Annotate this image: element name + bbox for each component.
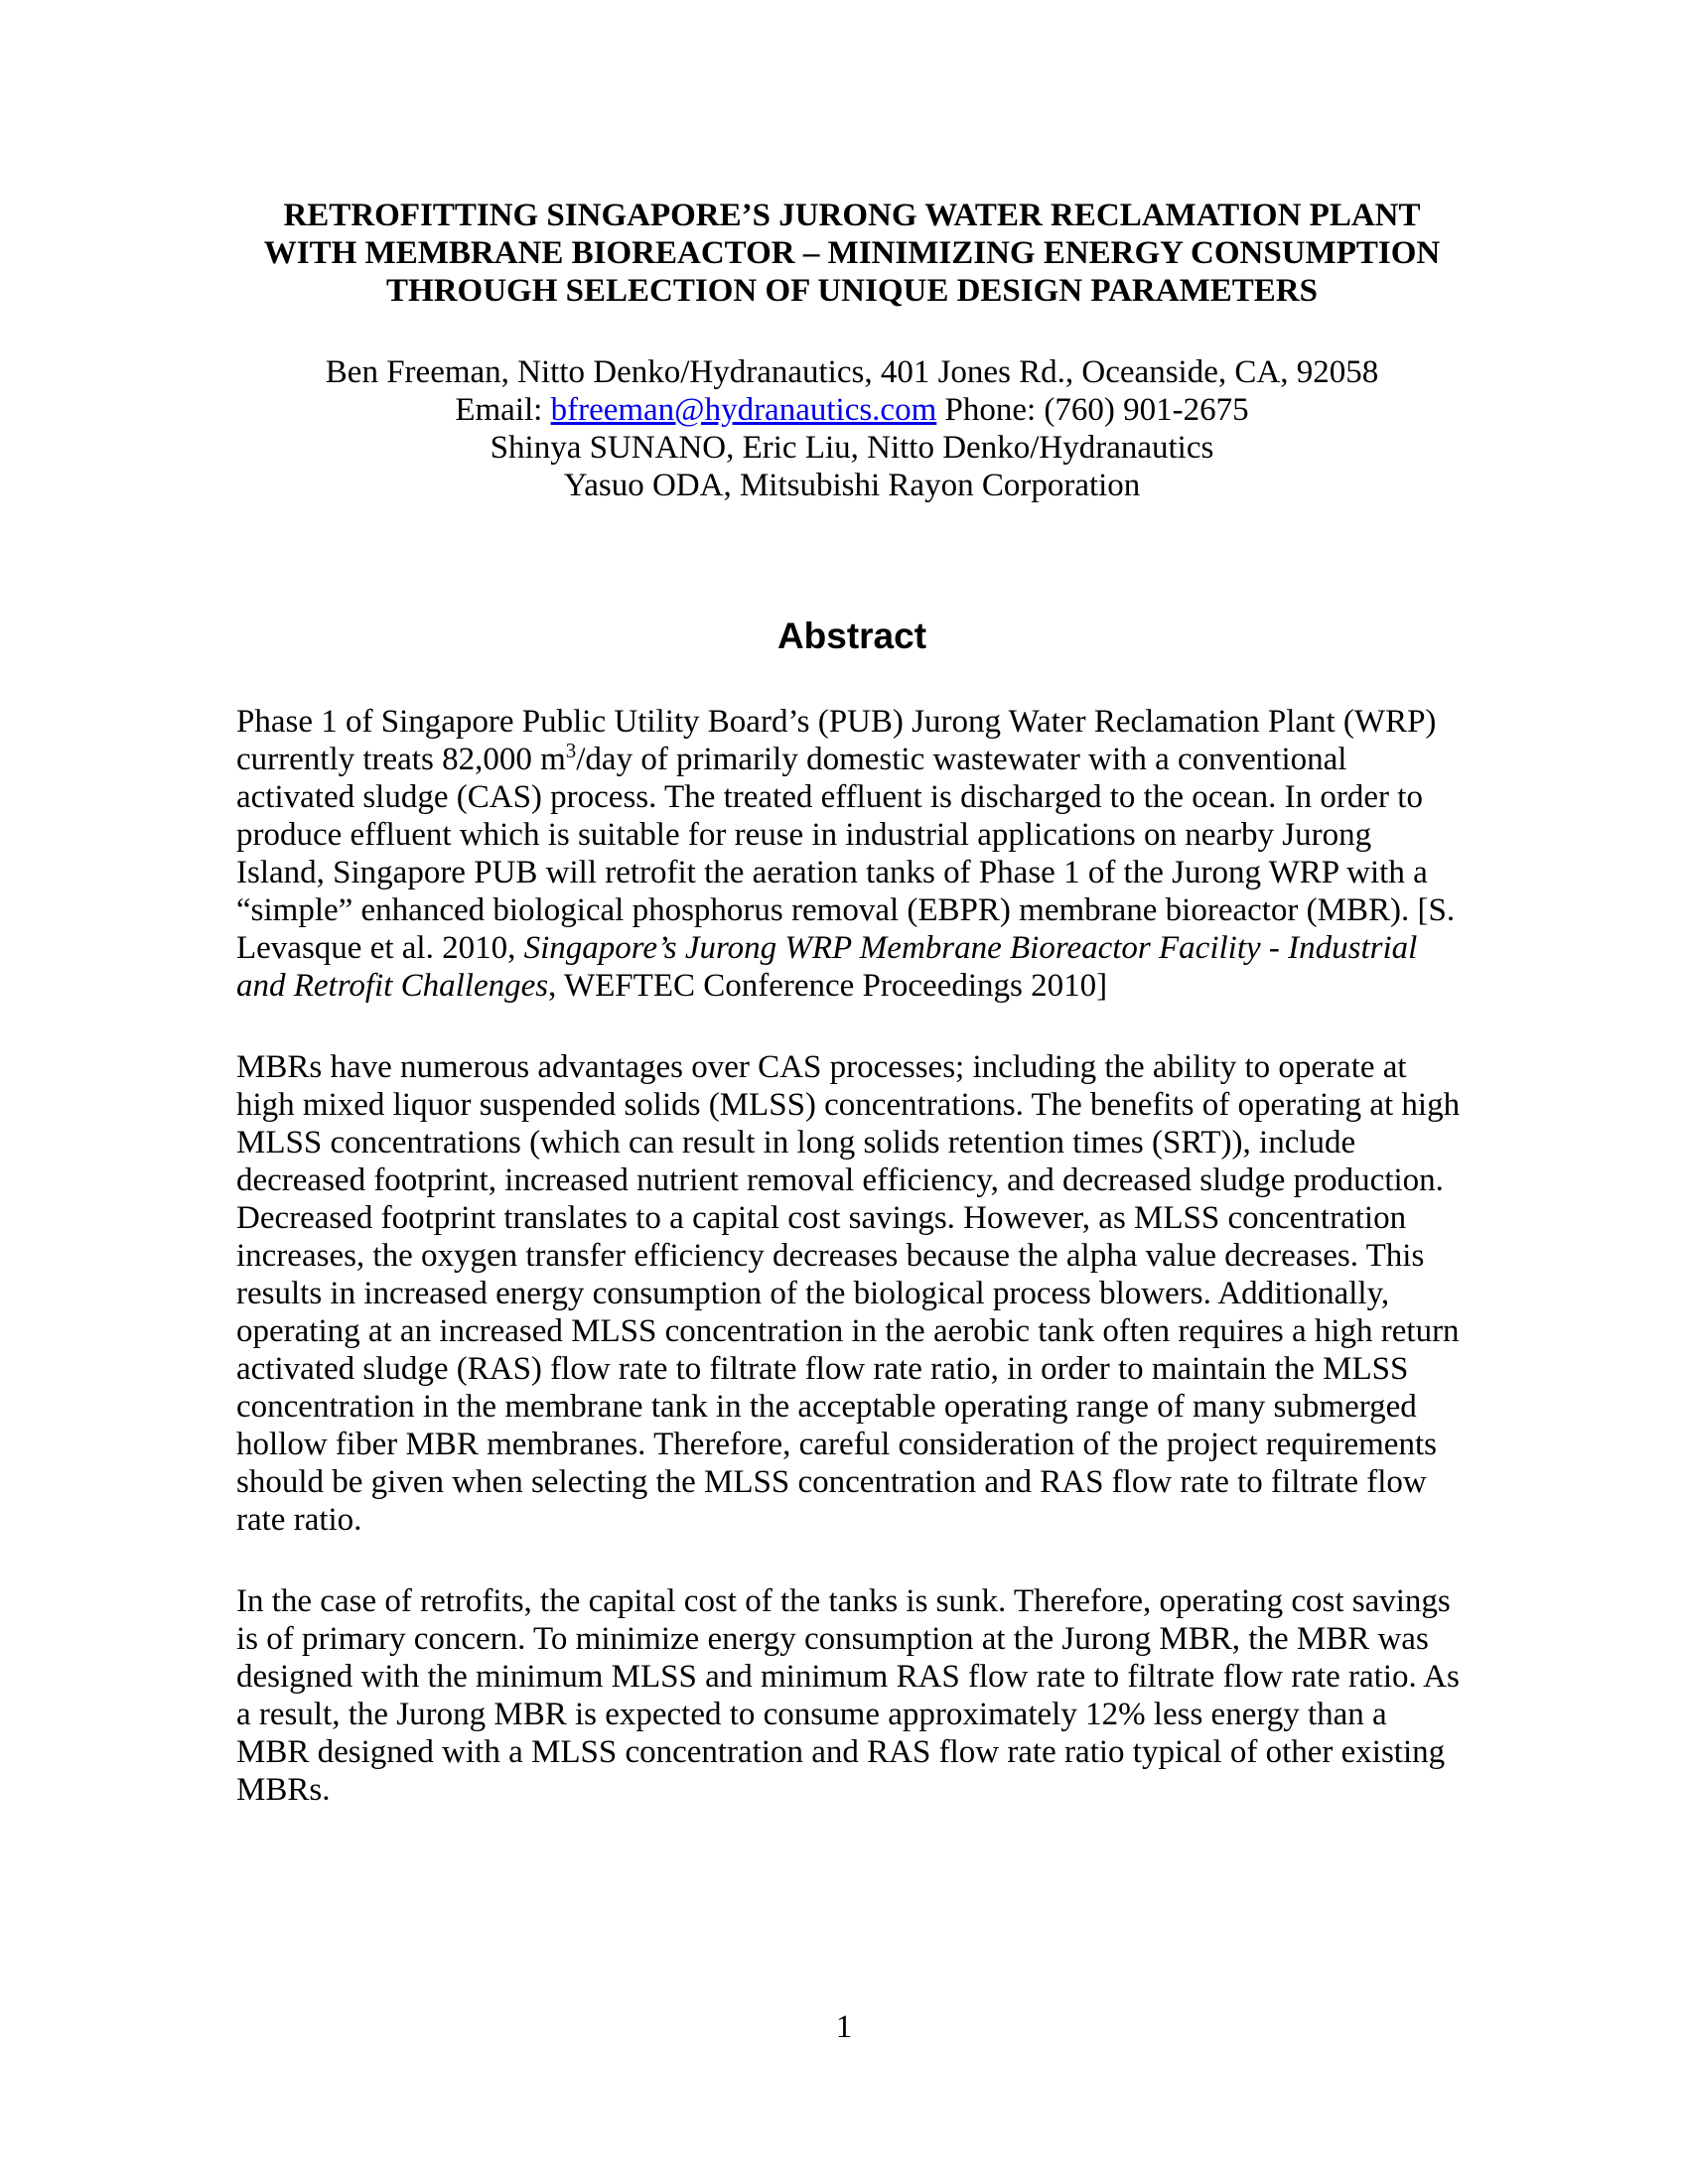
author-line xyxy=(236,429,1468,467)
text-segment: Phase 1 of Singapore Public Utility Board’s (PUB) Jurong Water Reclamation Plant (WRP) currently treats 82,000 m xyxy=(236,704,1437,777)
text-segment: MBRs have numerous advantages over CAS processes; including the ability to operate at high mixed liquor suspended solids (MLSS) concentrations. The benefits of operating at high MLSS concentrations (which can result in long solids retention times (SRT)), include decreased footprint, increased nutrient removal efficiency, and decreased sludge production. Decreased footprint translates to a capital cost savings. However, as MLSS concentration increases, the oxygen transfer efficiency decreases because the alpha value decreases. This results in increased energy consumption of the biological process blowers. Additionally, operating at an increased MLSS concentration in the aerobic tank often requires a high return activated sludge (RAS) flow rate to filtrate flow rate ratio, in order to maintain the MLSS concentration in the membrane tank in the acceptable operating range of many submerged hollow fiber MBR membranes. Therefore, careful consideration of the project requirements should be given when selecting the MLSS concentration and RAS flow rate to filtrate flow rate ratio. xyxy=(236,1049,1461,1538)
title-line: WITH MEMBRANE BIOREACTOR – MINIMIZING ENERGY CONSUMPTION xyxy=(263,235,1441,271)
abstract-paragraph xyxy=(236,1582,1468,1809)
text-segment: Ben Freeman, Nitto Denko/Hydranautics, 401 Jones Rd., Oceanside, CA, 92058 xyxy=(325,354,1379,390)
text-segment: Yasuo ODA, Mitsubishi Rayon Corporation xyxy=(563,468,1141,503)
text-segment: Phone: (760) 901-2675 xyxy=(936,392,1249,428)
title-line: RETROFITTING SINGAPORE’S JURONG WATER RECLAMATION PLANT xyxy=(283,198,1421,233)
abstract-paragraph xyxy=(236,703,1468,1005)
abstract-paragraph xyxy=(236,1048,1468,1539)
abstract-body xyxy=(236,703,1468,1809)
paper-title xyxy=(236,197,1468,310)
abstract-heading: Abstract xyxy=(776,615,927,656)
text-segment: , WEFTEC Conference Proceedings 2010] xyxy=(548,968,1108,1004)
page-number: 1 xyxy=(835,2009,853,2045)
text-segment: Shinya SUNANO, Eric Liu, Nitto Denko/Hydranautics xyxy=(490,430,1214,466)
italic-citation-text: Singapore’s Jurong WRP Membrane Bioreactor Facility - Industrial and Retrofit Challenges xyxy=(236,930,1418,1004)
email-link[interactable]: bfreeman@hydranautics.com xyxy=(550,392,937,428)
author-line xyxy=(236,391,1468,429)
page-content xyxy=(236,0,1468,1809)
author-line xyxy=(236,467,1468,504)
author-block xyxy=(236,353,1468,504)
author-line xyxy=(236,353,1468,391)
text-segment: Email: xyxy=(455,392,551,428)
text-segment: In the case of retrofits, the capital cost of the tanks is sunk. Therefore, operating cost savings is of primary concern. To minimize energy consumption at the Jurong MBR, the MBR was designed with the minimum MLSS and minimum RAS flow rate to filtrate flow rate ratio. As a result, the Jurong MBR is expected to consume approximately 12% less energy than a MBR designed with a MLSS concentration and RAS flow rate ratio typical of other existing MBRs. xyxy=(236,1583,1460,1808)
text-segment: /day of primarily domestic wastewater with a conventional activated sludge (CAS) process. The treated effluent is discharged to the ocean. In order to produce effluent which is suitable for reuse in industrial applications on nearby Jurong Island, Singapore PUB will retrofit the aeration tanks of Phase 1 of the Jurong WRP with a “simple” enhanced biological phosphorus removal (EBPR) membrane bioreactor (MBR). [S. Levasque et al. 2010, xyxy=(236,742,1456,966)
superscript-text: 3 xyxy=(565,739,577,762)
title-line: THROUGH SELECTION OF UNIQUE DESIGN PARAMETERS xyxy=(386,273,1318,309)
